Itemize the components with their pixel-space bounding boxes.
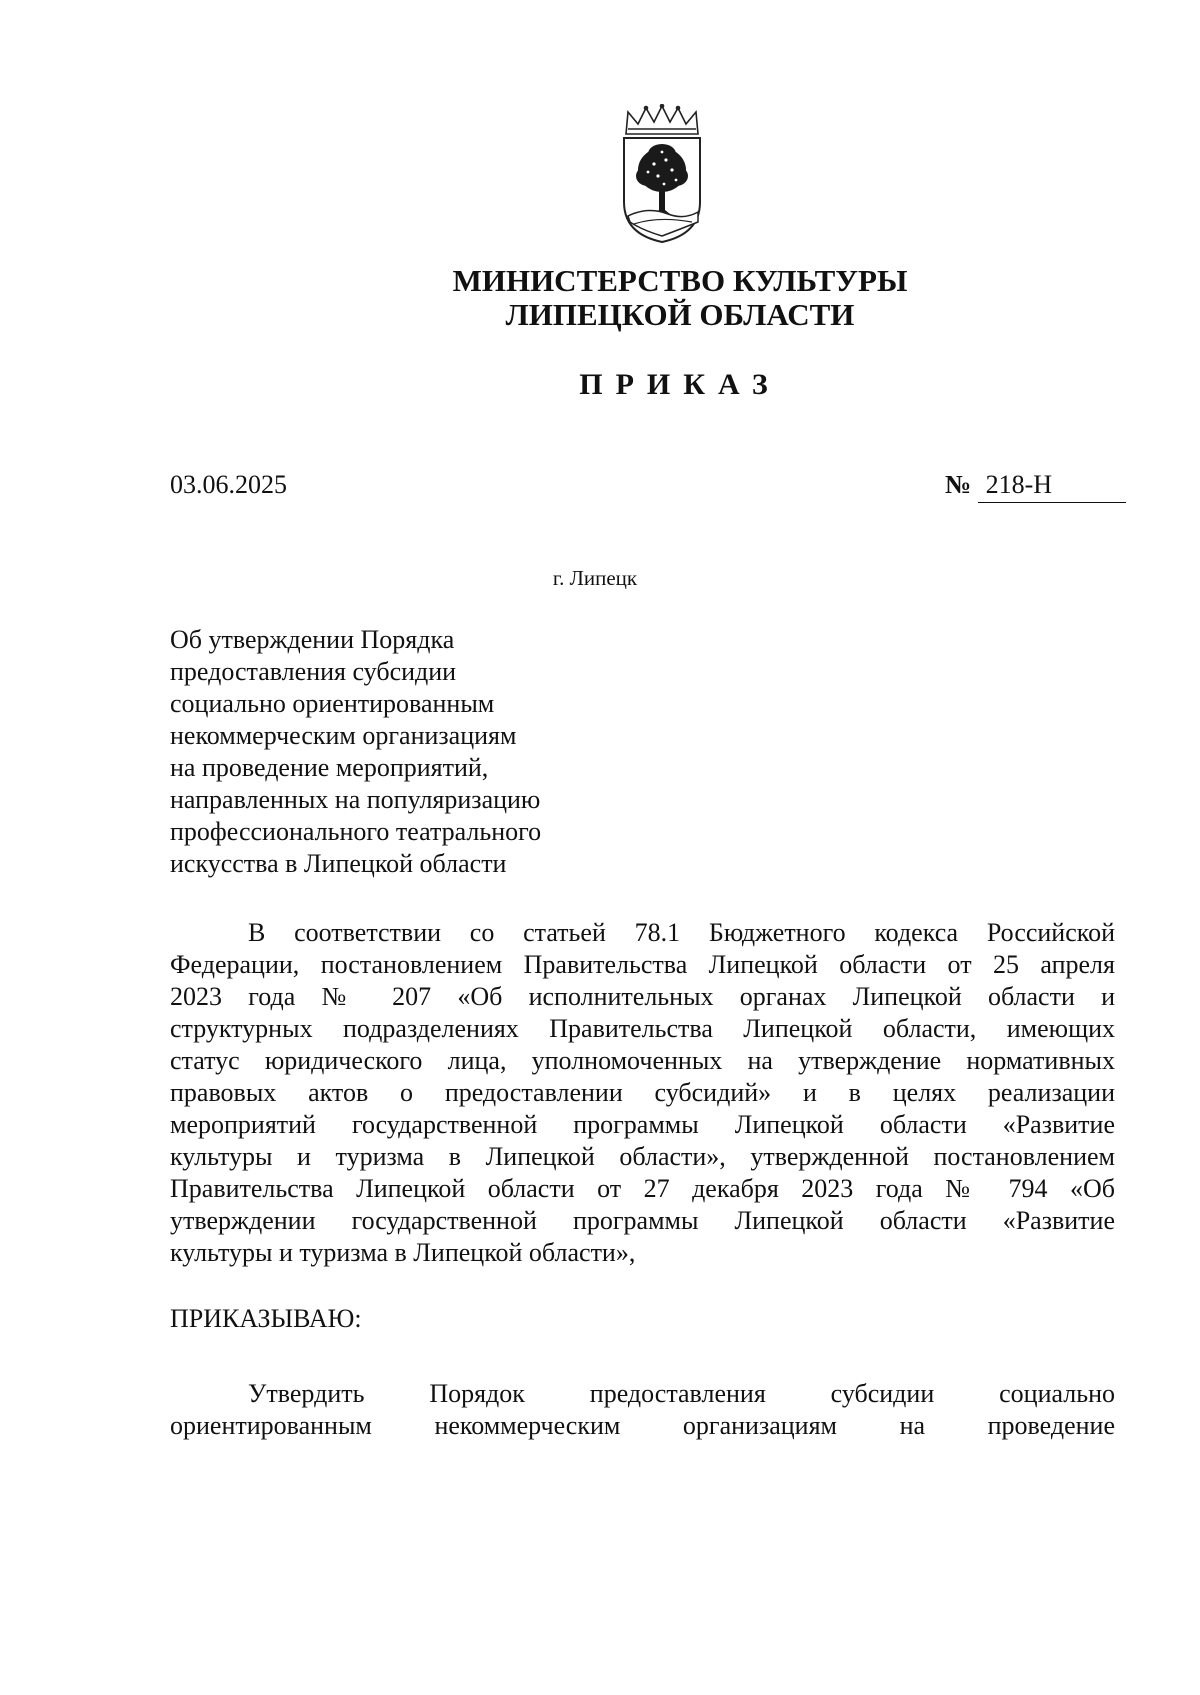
preamble-line: мероприятий государственной программы Липецкой области «Развитие [170,1110,1115,1139]
organization-name-line1: МИНИСТЕРСТВО КУЛЬТУРЫ [452,263,908,298]
document-number [945,470,1126,503]
preamble-line: утверждении государственной программы Липецкой области «Развитие [170,1206,1115,1235]
preamble-line: 2023 года № 207 «Об исполнительных органах Липецкой области и [170,982,1115,1011]
preamble-line: правовых актов о предоставлении субсидий» и в целях реализации [170,1078,1115,1107]
subject-line: направленных на популяризацию [170,785,541,814]
subject-line: профессионального театрального [170,817,542,846]
subject-line: искусства в Липецкой области [170,849,507,878]
document-subject [170,624,730,880]
decision-line: ориентированным некоммерческим организациям на проведение [170,1411,1115,1440]
organization-name-line2: ЛИПЕЦКОЙ ОБЛАСТИ [505,297,855,332]
decision-paragraph [170,1378,1115,1442]
preamble-line: В соответствии со статьей 78.1 Бюджетного кодекса Российской [248,918,1115,947]
document-city: г. Липецк [552,566,638,590]
preamble-line: культуры и туризма в Липецкой области», [170,1238,636,1267]
subject-line: Об утверждении Порядка [170,625,455,654]
number-value: 218-Н [978,470,1126,503]
preamble-paragraph [170,917,1115,1269]
subject-line: некоммерческим организациям [170,721,517,750]
preamble-line: культуры и туризма в Липецкой области», утвержденной постановлением [170,1142,1115,1171]
document-date: 03.06.2025 [170,470,287,499]
decision-line: Утвердить Порядок предоставления субсидии социально [248,1379,1115,1408]
preamble-line: структурных подразделениях Правительства Липецкой области, имеющих [170,1014,1115,1043]
subject-line: на проведение мероприятий, [170,753,489,782]
order-word: ПРИКАЗЫВАЮ: [170,1304,362,1333]
number-sign: № [945,470,972,499]
subject-line: социально ориентированным [170,689,495,718]
document-type: ПРИКАЗ [579,368,781,401]
preamble-line: статус юридического лица, уполномоченных на утверждение нормативных [170,1046,1115,1075]
preamble-line: Федерации, постановлением Правительства Липецкой области от 25 апреля [170,950,1115,979]
lipetsk-coat-of-arms-icon [618,104,706,244]
subject-line: предоставления субсидии [170,657,457,686]
preamble-line: Правительства Липецкой области от 27 декабря 2023 года № 794 «Об [170,1174,1115,1203]
